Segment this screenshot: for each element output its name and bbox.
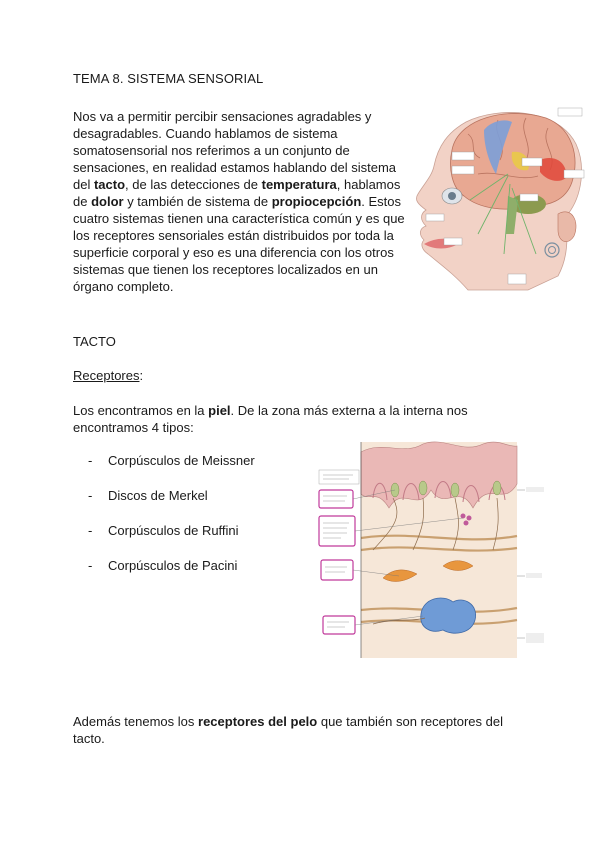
term-piel: piel [208,403,231,418]
list-item: - Corpúsculos de Meissner [88,453,255,468]
term-receptores-del-pelo: receptores del pelo [198,714,318,729]
brain-somatosensory-illustration [408,104,586,292]
section-heading-tacto: TACTO [73,334,116,349]
skin-receptors-illustration [313,438,547,662]
term-temperatura: temperatura [261,177,337,192]
term-tacto: tacto [93,177,126,192]
receptors-intro-paragraph: Los encontramos en la piel. De la zona más externa a la interna nos encontramos 4 tipos: [73,403,468,435]
document-title: TEMA 8. SISTEMA SENSORIAL [73,71,264,86]
list-item: - Discos de Merkel [88,488,208,503]
subheading-receptores: Receptores: [73,368,144,383]
receptor-list [88,452,255,592]
term-dolor: dolor [91,194,124,209]
hair-receptors-paragraph: Además tenemos los receptores del pelo que también son receptores del tacto. [73,714,503,746]
term-propiocepcion: propiocepción [271,194,362,209]
list-item: - Corpúsculos de Ruffini [88,523,239,538]
intro-paragraph: Nos va a permitir percibir sensaciones agradables y desagradables. Cuando hablamos de sistema somatosensorial nos referimos a un conjunto de sensaciones, en realidad estamos hablando del sistema del tacto, de las detecciones de temperatura, hablamos de dolor y también de sistema de propiocepción. Estos cuatro sistemas tienen una característica común y es que los receptores sensoriales están distribuidos por toda la superficie corporal y eso es una diferencia con los otros sistemas que tienen los receptores localizados en un órgano completo. [73,109,405,294]
list-item: - Corpúsculos de Pacini [88,558,238,573]
